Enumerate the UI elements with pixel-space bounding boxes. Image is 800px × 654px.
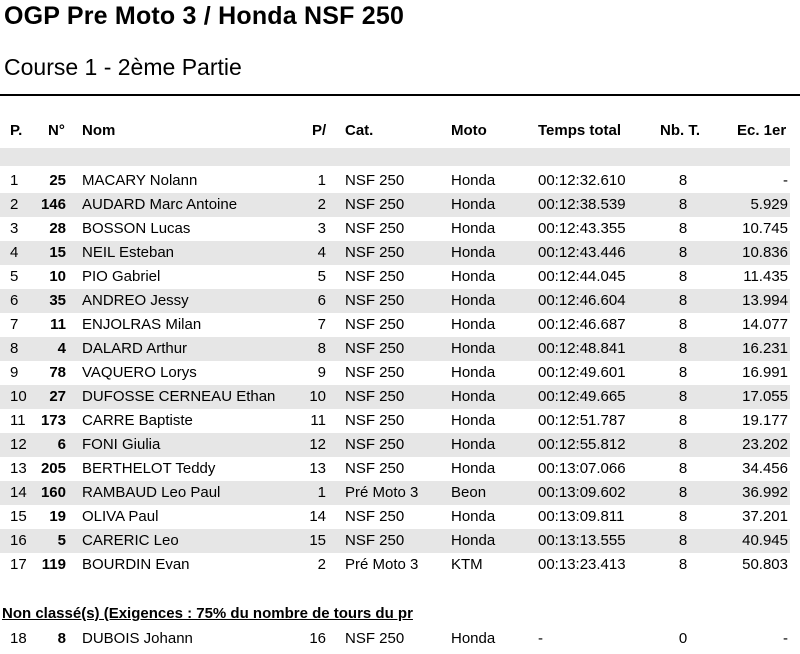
results-table bbox=[0, 169, 790, 577]
cell-rider-number: 10 bbox=[49, 268, 66, 285]
col-header-total-time: Temps total bbox=[538, 122, 622, 139]
cell-gap-to-leader: 13.994 bbox=[742, 292, 788, 309]
cell-position: 10 bbox=[10, 388, 27, 405]
cell-category: NSF 250 bbox=[345, 316, 405, 333]
cell-total-time: 00:12:43.446 bbox=[538, 244, 626, 261]
cell-moto: Honda bbox=[451, 412, 496, 429]
cell-gap-to-leader: 10.836 bbox=[742, 244, 788, 261]
cell-position: 15 bbox=[10, 508, 27, 525]
cell-moto: Honda bbox=[451, 630, 496, 647]
cell-rider-name: FONI Giulia bbox=[82, 436, 161, 453]
cell-moto: KTM bbox=[451, 556, 483, 573]
cell-total-time: 00:13:09.811 bbox=[538, 508, 625, 525]
cell-rider-number: 11 bbox=[50, 316, 66, 333]
cell-gap-to-leader: 50.803 bbox=[742, 556, 788, 573]
cell-position: 16 bbox=[10, 532, 27, 549]
cell-position: 8 bbox=[10, 340, 19, 357]
cell-position: 9 bbox=[10, 364, 19, 381]
cell-position: 18 bbox=[10, 630, 27, 647]
cell-moto: Honda bbox=[451, 340, 496, 357]
table-row bbox=[0, 481, 790, 505]
cell-class-position: 11 bbox=[310, 412, 326, 429]
cell-category: NSF 250 bbox=[345, 412, 405, 429]
table-row bbox=[0, 433, 790, 457]
table-row bbox=[0, 553, 790, 577]
cell-position: 5 bbox=[10, 268, 19, 285]
cell-rider-number: 146 bbox=[40, 196, 66, 213]
header-divider bbox=[0, 94, 800, 96]
cell-total-time: 00:12:55.812 bbox=[538, 436, 626, 453]
cell-class-position: 1 bbox=[317, 484, 326, 501]
cell-total-time: 00:12:49.601 bbox=[538, 364, 626, 381]
cell-rider-name: BOSSON Lucas bbox=[82, 220, 191, 237]
cell-position: 7 bbox=[10, 316, 19, 333]
cell-rider-number: 25 bbox=[49, 172, 66, 189]
cell-total-time: 00:13:09.602 bbox=[538, 484, 626, 501]
cell-gap-to-leader: 17.055 bbox=[742, 388, 788, 405]
cell-total-time: 00:13:13.555 bbox=[538, 532, 626, 549]
cell-laps: 8 bbox=[678, 196, 688, 213]
cell-rider-name: MACARY Nolann bbox=[82, 172, 198, 189]
cell-rider-number: 6 bbox=[57, 436, 66, 453]
cell-total-time: 00:13:23.413 bbox=[538, 556, 626, 573]
cell-rider-number: 4 bbox=[57, 340, 66, 357]
cell-rider-number: 28 bbox=[49, 220, 66, 237]
table-row bbox=[0, 193, 790, 217]
cell-moto: Beon bbox=[451, 484, 487, 501]
cell-class-position: 3 bbox=[317, 220, 326, 237]
cell-category: NSF 250 bbox=[345, 268, 405, 285]
cell-moto: Honda bbox=[451, 244, 496, 261]
cell-gap-to-leader: 23.202 bbox=[742, 436, 788, 453]
cell-rider-name: DUFOSSE CERNEAU Ethan bbox=[82, 388, 276, 405]
col-header-class-position: P/ bbox=[312, 122, 327, 139]
cell-rider-name: DUBOIS Johann bbox=[82, 630, 193, 647]
cell-laps: 8 bbox=[678, 388, 688, 405]
cell-laps: 8 bbox=[678, 220, 688, 237]
cell-position: 14 bbox=[10, 484, 27, 501]
cell-gap-to-leader: 36.992 bbox=[742, 484, 788, 501]
cell-laps: 8 bbox=[678, 556, 688, 573]
cell-class-position: 4 bbox=[317, 244, 326, 261]
cell-gap-to-leader: 11.435 bbox=[743, 268, 788, 285]
table-row bbox=[0, 457, 790, 481]
cell-moto: Honda bbox=[451, 388, 496, 405]
table-row bbox=[0, 169, 790, 193]
cell-class-position: 13 bbox=[309, 460, 326, 477]
cell-rider-number: 15 bbox=[49, 244, 66, 261]
cell-position: 4 bbox=[10, 244, 19, 261]
cell-rider-name: BOURDIN Evan bbox=[82, 556, 190, 573]
not-classified-table bbox=[0, 627, 790, 651]
cell-category: NSF 250 bbox=[345, 508, 405, 525]
cell-total-time: - bbox=[538, 630, 543, 647]
cell-laps: 8 bbox=[678, 292, 688, 309]
cell-laps: 8 bbox=[678, 244, 688, 261]
page-title: OGP Pre Moto 3 / Honda NSF 250 bbox=[4, 2, 405, 30]
cell-category: NSF 250 bbox=[345, 460, 405, 477]
cell-moto: Honda bbox=[451, 436, 496, 453]
cell-position: 11 bbox=[10, 412, 26, 429]
cell-total-time: 00:12:46.687 bbox=[538, 316, 626, 333]
cell-laps: 8 bbox=[678, 316, 688, 333]
cell-laps: 8 bbox=[678, 412, 688, 429]
cell-class-position: 8 bbox=[317, 340, 326, 357]
col-header-number: N° bbox=[48, 122, 65, 139]
cell-class-position: 2 bbox=[317, 196, 326, 213]
cell-class-position: 5 bbox=[317, 268, 326, 285]
cell-class-position: 7 bbox=[317, 316, 326, 333]
col-header-moto: Moto bbox=[451, 122, 487, 139]
cell-gap-to-leader: 16.991 bbox=[742, 364, 788, 381]
cell-class-position: 9 bbox=[317, 364, 326, 381]
cell-total-time: 00:12:44.045 bbox=[538, 268, 626, 285]
cell-moto: Honda bbox=[451, 172, 496, 189]
cell-class-position: 16 bbox=[309, 630, 326, 647]
cell-laps: 8 bbox=[678, 532, 688, 549]
cell-total-time: 00:12:46.604 bbox=[538, 292, 626, 309]
col-header-laps: Nb. T. bbox=[660, 122, 700, 139]
cell-gap-to-leader: 40.945 bbox=[742, 532, 788, 549]
col-header-category: Cat. bbox=[345, 122, 374, 139]
table-row bbox=[0, 627, 790, 651]
table-row bbox=[0, 361, 790, 385]
cell-total-time: 00:12:32.610 bbox=[538, 172, 626, 189]
cell-category: NSF 250 bbox=[345, 630, 405, 647]
cell-rider-number: 78 bbox=[49, 364, 66, 381]
cell-rider-number: 27 bbox=[49, 388, 66, 405]
cell-rider-name: ANDREO Jessy bbox=[82, 292, 189, 309]
cell-category: NSF 250 bbox=[345, 244, 405, 261]
cell-gap-to-leader: 34.456 bbox=[742, 460, 788, 477]
cell-laps: 0 bbox=[678, 630, 688, 647]
cell-class-position: 15 bbox=[309, 532, 326, 549]
cell-laps: 8 bbox=[678, 436, 688, 453]
cell-moto: Honda bbox=[451, 508, 496, 525]
cell-rider-name: OLIVA Paul bbox=[82, 508, 159, 525]
table-row bbox=[0, 409, 790, 433]
cell-laps: 8 bbox=[678, 340, 688, 357]
cell-category: NSF 250 bbox=[345, 364, 405, 381]
col-header-gap: Ec. 1er bbox=[737, 122, 787, 139]
cell-rider-number: 8 bbox=[57, 630, 66, 647]
cell-total-time: 00:12:38.539 bbox=[538, 196, 626, 213]
cell-moto: Honda bbox=[451, 268, 496, 285]
cell-class-position: 12 bbox=[309, 436, 326, 453]
cell-category: NSF 250 bbox=[345, 172, 405, 189]
cell-category: NSF 250 bbox=[345, 220, 405, 237]
cell-rider-number: 119 bbox=[41, 556, 66, 573]
cell-laps: 8 bbox=[678, 460, 688, 477]
cell-gap-to-leader: - bbox=[783, 172, 788, 189]
cell-moto: Honda bbox=[451, 220, 496, 237]
cell-total-time: 00:12:43.355 bbox=[538, 220, 626, 237]
cell-total-time: 00:12:51.787 bbox=[538, 412, 626, 429]
header-band bbox=[0, 148, 790, 166]
cell-category: NSF 250 bbox=[345, 436, 405, 453]
table-row bbox=[0, 217, 790, 241]
cell-rider-number: 19 bbox=[49, 508, 66, 525]
cell-gap-to-leader: 5.929 bbox=[750, 196, 788, 213]
cell-rider-name: BERTHELOT Teddy bbox=[82, 460, 216, 477]
cell-category: NSF 250 bbox=[345, 340, 405, 357]
cell-class-position: 2 bbox=[317, 556, 326, 573]
cell-moto: Honda bbox=[451, 460, 496, 477]
cell-category: NSF 250 bbox=[345, 388, 405, 405]
cell-rider-name: AUDARD Marc Antoine bbox=[82, 196, 238, 213]
cell-total-time: 00:12:49.665 bbox=[538, 388, 626, 405]
cell-laps: 8 bbox=[678, 268, 688, 285]
cell-total-time: 00:12:48.841 bbox=[538, 340, 626, 357]
cell-category: Pré Moto 3 bbox=[345, 484, 419, 501]
cell-position: 2 bbox=[10, 196, 19, 213]
cell-rider-name: PIO Gabriel bbox=[82, 268, 161, 285]
cell-gap-to-leader: - bbox=[783, 630, 788, 647]
cell-moto: Honda bbox=[451, 316, 496, 333]
cell-rider-name: NEIL Esteban bbox=[82, 244, 174, 261]
cell-category: Pré Moto 3 bbox=[345, 556, 419, 573]
cell-laps: 8 bbox=[678, 172, 688, 189]
cell-rider-name: CARERIC Leo bbox=[82, 532, 179, 549]
table-row bbox=[0, 505, 790, 529]
cell-position: 1 bbox=[10, 172, 19, 189]
table-row bbox=[0, 385, 790, 409]
cell-category: NSF 250 bbox=[345, 292, 405, 309]
cell-class-position: 6 bbox=[317, 292, 326, 309]
cell-gap-to-leader: 19.177 bbox=[742, 412, 788, 429]
cell-rider-number: 160 bbox=[40, 484, 66, 501]
cell-position: 13 bbox=[10, 460, 27, 477]
table-row bbox=[0, 289, 790, 313]
page-subtitle: Course 1 - 2ème Partie bbox=[4, 54, 242, 80]
cell-rider-number: 5 bbox=[57, 532, 66, 549]
cell-class-position: 10 bbox=[309, 388, 326, 405]
table-row bbox=[0, 529, 790, 553]
table-row bbox=[0, 337, 790, 361]
cell-moto: Honda bbox=[451, 532, 496, 549]
cell-position: 17 bbox=[10, 556, 27, 573]
cell-total-time: 00:13:07.066 bbox=[538, 460, 626, 477]
not-classified-heading: Non classé(s) (Exigences : 75% du nombre de tours du pr bbox=[2, 605, 413, 622]
cell-category: NSF 250 bbox=[345, 196, 405, 213]
cell-rider-number: 35 bbox=[49, 292, 66, 309]
table-header bbox=[0, 122, 800, 142]
cell-rider-number: 173 bbox=[40, 412, 66, 429]
cell-rider-name: ENJOLRAS Milan bbox=[82, 316, 202, 333]
cell-gap-to-leader: 14.077 bbox=[742, 316, 788, 333]
cell-rider-name: CARRE Baptiste bbox=[82, 412, 193, 429]
table-row bbox=[0, 265, 790, 289]
cell-gap-to-leader: 16.231 bbox=[742, 340, 788, 357]
col-header-name: Nom bbox=[82, 122, 116, 139]
cell-class-position: 1 bbox=[317, 172, 326, 189]
cell-class-position: 14 bbox=[309, 508, 326, 525]
cell-rider-name: VAQUERO Lorys bbox=[82, 364, 197, 381]
cell-position: 12 bbox=[10, 436, 27, 453]
col-header-position: P. bbox=[10, 122, 23, 139]
cell-rider-number: 205 bbox=[40, 460, 66, 477]
cell-category: NSF 250 bbox=[345, 532, 405, 549]
cell-rider-name: DALARD Arthur bbox=[82, 340, 188, 357]
cell-laps: 8 bbox=[678, 508, 688, 525]
cell-moto: Honda bbox=[451, 196, 496, 213]
table-row bbox=[0, 241, 790, 265]
cell-gap-to-leader: 10.745 bbox=[742, 220, 788, 237]
cell-rider-name: RAMBAUD Leo Paul bbox=[82, 484, 221, 501]
cell-position: 3 bbox=[10, 220, 19, 237]
cell-gap-to-leader: 37.201 bbox=[742, 508, 788, 525]
cell-position: 6 bbox=[10, 292, 19, 309]
cell-moto: Honda bbox=[451, 292, 496, 309]
cell-laps: 8 bbox=[678, 484, 688, 501]
cell-moto: Honda bbox=[451, 364, 496, 381]
table-row bbox=[0, 313, 790, 337]
cell-laps: 8 bbox=[678, 364, 688, 381]
